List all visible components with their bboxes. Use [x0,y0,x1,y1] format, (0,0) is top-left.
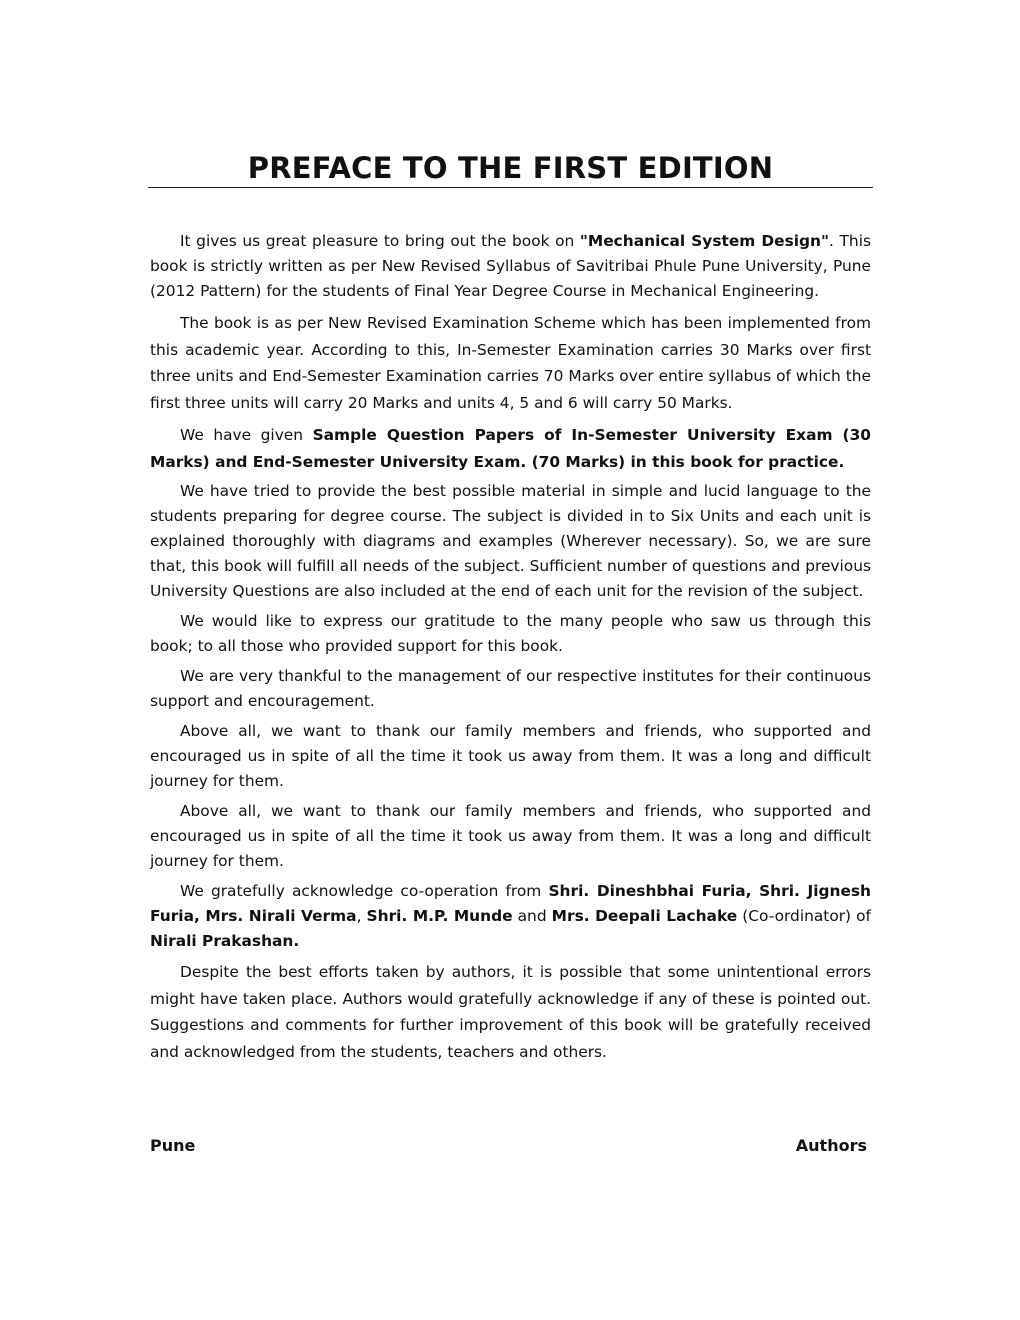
paragraph-gratitude: We would like to express our gratitude to the many people who saw us through this book; to all those who provided support for this book. [150,612,871,655]
ack-text-4: (Co-ordinator) of [737,907,871,925]
paragraph-family-1: Above all, we want to thank our family members and friends, who supported and encouraged us in spite of all the time it took us away from them. It was a long and difficult journey for them. [150,722,871,790]
ack-text-3: and [512,907,552,925]
paragraph-intro-text-start: It gives us great pleasure to bring out the book on [180,232,580,250]
paragraph-intro [150,229,871,304]
paragraph-family-2: Above all, we want to thank our family members and friends, who supported and encouraged us in spite of all the time it took us away from them. It was a long and difficult journey for them. [150,802,871,870]
paragraph-material: We have tried to provide the best possible material in simple and lucid language to the students preparing for degree course. The subject is divided in to Six Units and each unit is explained thoroughly with diagrams and examples (Wherever necessary). So, we are sure that, this book will fulfill all needs of the subject. Sufficient number of questions and previous University Questions are also included at the end of each unit for the revision of the subject. [150,482,871,600]
paragraph-intro-text-end: . This book is strictly written as per New Revised Syllabus of Savitribai Phule Pune University, Pune (2012 Pattern) for the students of Final Year Degree Course in Mechanical Engineering. [150,232,871,300]
paragraph-acknowledgement [150,879,871,954]
paragraph-sample-papers [150,422,871,475]
book-title-bold: "Mechanical System Design" [579,232,830,250]
ack-text-1: We gratefully acknowledge co-operation from [180,882,549,900]
paragraph-exam-scheme: The book is as per New Revised Examination Scheme which has been implemented from this academic year. According to this, In-Semester Examination carries 30 Marks over first three units and End-Semester Examination carries 70 Marks over entire syllabus of which the first three units will carry 20 Marks and units 4, 5 and 6 will carry 50 Marks. [150,314,871,412]
signature-authors: Authors [795,1136,867,1155]
sample-papers-bold: Sample Question Papers of In-Semester University Exam (30 Marks) and End-Semester University Exam. (70 Marks) in this book for practice. [150,426,871,471]
paragraph-institutes: We are very thankful to the management of our respective institutes for their continuous support and encouragement. [150,667,871,710]
title-underline [148,187,873,188]
paragraph-errors: Despite the best efforts taken by authors, it is possible that some unintentional errors might have taken place. Authors would gratefully acknowledge if any of these is pointed out. Suggestions and comments for further improvement of this book will be gratefully received and acknowledged from the students, teachers and others. [150,963,871,1061]
paragraph-sample-papers-text: We have given [180,426,313,444]
publisher-name-bold: Nirali Prakashan. [150,932,300,950]
page-title: PREFACE TO THE FIRST EDITION [247,151,774,185]
ack-names-bold-3: Mrs. Deepali Lachake [551,907,738,925]
signature-place: Pune [150,1136,196,1155]
ack-names-bold-1: Shri. Dineshbhai Furia, Shri. Jignesh Furia, Mrs. Nirali Verma [150,882,871,925]
ack-text-2: , [356,907,367,925]
ack-names-bold-2: Shri. M.P. Munde [366,907,513,925]
preface-body [150,229,871,1065]
